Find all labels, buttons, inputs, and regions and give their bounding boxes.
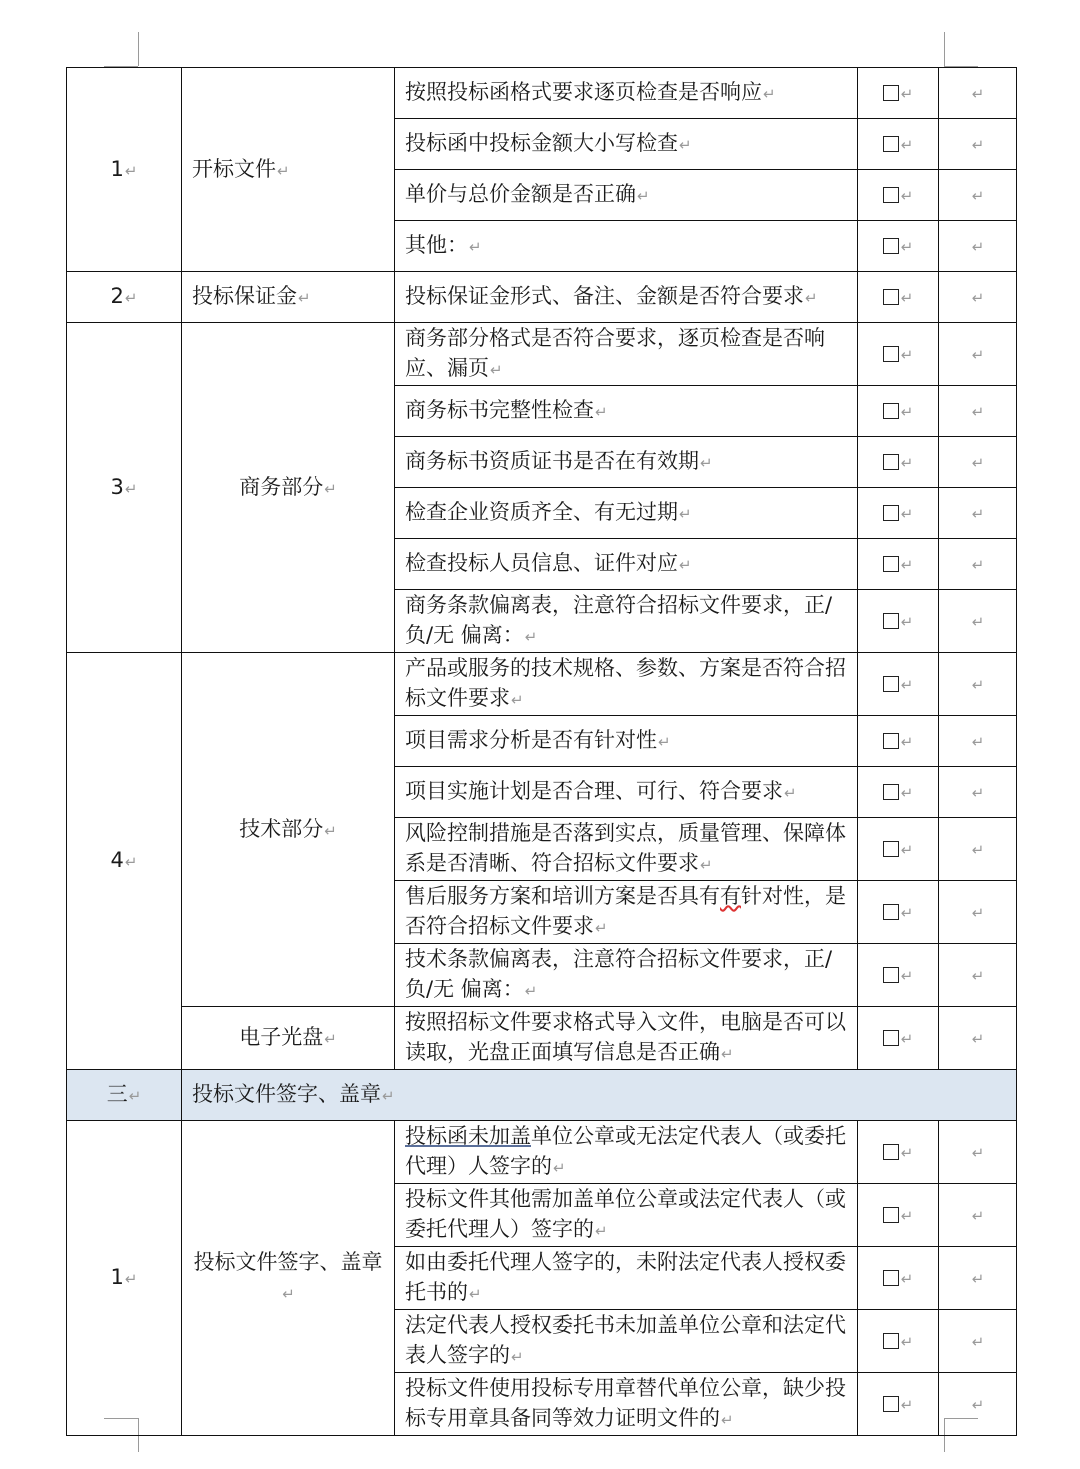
checkbox[interactable]: [883, 454, 899, 470]
paragraph-mark: ↵: [971, 676, 985, 694]
paragraph-mark: ↵: [721, 1411, 734, 1429]
paragraph-mark: ↵: [700, 856, 713, 874]
paragraph-mark: ↵: [971, 613, 985, 631]
checkbox-cell: [858, 488, 939, 539]
checkbox[interactable]: [883, 904, 899, 920]
row-number-label: 2: [110, 284, 124, 308]
check-item-label: 如由委托代理人签字的，未附法定代表人授权委托书的: [405, 1250, 846, 1304]
bid-checklist-table: [66, 67, 1017, 1436]
check-item-label: 投标函未加盖单位公章或无法定代表人（或委托代理）人签字的: [405, 1124, 846, 1178]
paragraph-mark: ↵: [511, 1348, 524, 1366]
paragraph-mark: ↵: [784, 784, 797, 802]
paragraph-mark: ↵: [595, 919, 608, 937]
check-item-text: [395, 119, 858, 170]
check-item-text: [395, 1121, 858, 1184]
paragraph-mark: ↵: [971, 136, 985, 154]
check-item-label: 商务条款偏离表，注意符合招标文件要求，正/负/无 偏离：: [405, 593, 833, 647]
section-title: [182, 1070, 1017, 1121]
paragraph-mark: ↵: [900, 505, 914, 523]
check-item-label: 其他：: [405, 233, 468, 257]
paragraph-mark: ↵: [469, 238, 482, 256]
checkbox[interactable]: [883, 238, 899, 254]
table-row: [67, 1121, 1017, 1184]
remark-cell[interactable]: [939, 539, 1017, 590]
paragraph-mark: ↵: [971, 841, 985, 859]
paragraph-mark: ↵: [900, 904, 914, 922]
category-label: 电子光盘: [239, 1025, 324, 1049]
checkbox-cell: [858, 944, 939, 1007]
section-number-label: 三: [106, 1082, 128, 1106]
category-label: 投标文件签字、盖章: [193, 1250, 383, 1274]
paragraph-mark: ↵: [658, 733, 671, 751]
checkbox-cell: [858, 1373, 939, 1436]
check-item-label: 检查投标人员信息、证件对应: [405, 551, 678, 575]
paragraph-mark: ↵: [900, 403, 914, 421]
row-number-label: 1: [110, 1265, 124, 1289]
remark-cell[interactable]: [939, 881, 1017, 944]
remark-cell[interactable]: [939, 221, 1017, 272]
paragraph-mark: ↵: [700, 454, 713, 472]
check-item-text: [395, 767, 858, 818]
check-item-label: 法定代表人授权委托书未加盖单位公章和法定代表人签字的: [405, 1313, 846, 1367]
paragraph-mark: ↵: [971, 85, 985, 103]
paragraph-mark: ↵: [971, 556, 985, 574]
paragraph-mark: ↵: [282, 1285, 295, 1303]
section-title-label: 投标文件签字、盖章: [192, 1082, 381, 1106]
check-item-text: [395, 1184, 858, 1247]
remark-cell[interactable]: [939, 818, 1017, 881]
paragraph-mark: ↵: [637, 187, 650, 205]
checkbox-cell: [858, 590, 939, 653]
table-row: [67, 272, 1017, 323]
check-item-label: 售后服务方案和培训方案是否具有有针对性，是否符合招标文件要求: [405, 884, 846, 938]
check-item-text: [395, 437, 858, 488]
check-item-label: 投标保证金形式、备注、金额是否符合要求: [405, 284, 804, 308]
checkbox[interactable]: [883, 187, 899, 203]
category-label: 商务部分: [239, 474, 324, 499]
remark-cell[interactable]: [939, 1007, 1017, 1070]
checkbox[interactable]: [883, 1030, 899, 1046]
checkbox-cell: [858, 386, 939, 437]
check-item-label: 投标文件其他需加盖单位公章或法定代表人（或委托代理人）签字的: [405, 1187, 846, 1241]
paragraph-mark: ↵: [382, 1087, 395, 1105]
remark-cell[interactable]: [939, 437, 1017, 488]
paragraph-mark: ↵: [971, 904, 985, 922]
checkbox-cell: [858, 1247, 939, 1310]
remark-cell[interactable]: [939, 386, 1017, 437]
category-label: 开标文件: [192, 156, 276, 181]
check-item-text: [395, 386, 858, 437]
check-item-text: [395, 590, 858, 653]
remark-cell[interactable]: [939, 944, 1017, 1007]
check-item-text: [395, 881, 858, 944]
paragraph-mark: ↵: [124, 161, 138, 180]
check-item-label: 产品或服务的技术规格、参数、方案是否符合招标文件要求: [405, 656, 846, 710]
category-label: 技术部分: [239, 816, 324, 841]
paragraph-mark: ↵: [900, 967, 914, 985]
check-item-label: 商务部分格式是否符合要求，逐页检查是否响应、漏页: [405, 326, 825, 380]
checklist-body: [67, 68, 1017, 1436]
paragraph-mark: ↵: [524, 982, 538, 1000]
check-item-text: [395, 221, 858, 272]
check-item-text: [395, 1007, 858, 1070]
row-number: [67, 272, 182, 323]
paragraph-mark: ↵: [900, 85, 914, 103]
paragraph-mark: ↵: [971, 187, 985, 205]
section-number: [67, 1070, 182, 1121]
remark-cell[interactable]: [939, 716, 1017, 767]
paragraph-mark: ↵: [971, 238, 985, 256]
check-item-text: [395, 1247, 858, 1310]
paragraph-mark: ↵: [971, 505, 985, 523]
checkbox-cell: [858, 716, 939, 767]
category: [182, 653, 395, 1007]
paragraph-mark: ↵: [900, 346, 914, 364]
check-item-label: 风险控制措施是否落到实点，质量管理、保障体系是否清晰、符合招标文件要求: [405, 821, 846, 875]
checkbox-cell: [858, 68, 939, 119]
paragraph-mark: ↵: [971, 967, 985, 985]
check-item-text: [395, 653, 858, 716]
remark-cell[interactable]: [939, 767, 1017, 818]
paragraph-mark: ↵: [900, 613, 914, 631]
remark-cell[interactable]: [939, 170, 1017, 221]
remark-cell[interactable]: [939, 488, 1017, 539]
paragraph-mark: ↵: [900, 289, 914, 307]
spellcheck-flagged-text: 有: [720, 884, 741, 908]
checkbox-cell: [858, 221, 939, 272]
table-row: [67, 68, 1017, 119]
check-item-text: [395, 1310, 858, 1373]
paragraph-mark: ↵: [900, 1144, 914, 1162]
paragraph-mark: ↵: [490, 361, 503, 379]
paragraph-mark: ↵: [971, 454, 985, 472]
paragraph-mark: ↵: [595, 403, 608, 421]
check-item-label: 投标函中投标金额大小写检查: [405, 131, 678, 155]
paragraph-mark: ↵: [763, 85, 776, 103]
row-number-label: 3: [110, 474, 124, 499]
check-item-text: [395, 272, 858, 323]
paragraph-mark: ↵: [524, 628, 538, 646]
paragraph-mark: ↵: [971, 1396, 985, 1414]
check-item-label: 按照投标函格式要求逐页检查是否响应: [405, 80, 762, 104]
checkbox-cell: [858, 170, 939, 221]
checkbox[interactable]: [883, 556, 899, 572]
crop-mark-top-left: [138, 32, 139, 66]
checkbox[interactable]: [883, 505, 899, 521]
check-item-label: 项目实施计划是否合理、可行、符合要求: [405, 779, 783, 803]
check-item-text: [395, 539, 858, 590]
checkbox-cell: [858, 539, 939, 590]
check-item-text: [395, 716, 858, 767]
check-item-label: 商务标书完整性检查: [405, 398, 594, 422]
paragraph-mark: ↵: [971, 1144, 985, 1162]
remark-cell[interactable]: [939, 323, 1017, 386]
checkbox-cell: [858, 767, 939, 818]
remark-cell[interactable]: [939, 1247, 1017, 1310]
paragraph-mark: ↵: [971, 1270, 985, 1288]
row-number-label: 4: [110, 848, 124, 872]
paragraph-mark: ↵: [900, 238, 914, 256]
category: [182, 323, 395, 653]
paragraph-mark: ↵: [595, 1222, 608, 1240]
check-item-label: 检查企业资质齐全、有无过期: [405, 500, 678, 524]
remark-cell[interactable]: [939, 119, 1017, 170]
checkbox[interactable]: [883, 403, 899, 419]
remark-cell[interactable]: [939, 68, 1017, 119]
check-item-text: [395, 170, 858, 221]
category: [182, 1007, 395, 1070]
checkbox-cell: [858, 1121, 939, 1184]
checkbox-cell: [858, 119, 939, 170]
paragraph-mark: ↵: [679, 556, 692, 574]
paragraph-mark: ↵: [971, 784, 985, 802]
category: [182, 272, 395, 323]
check-item-text: [395, 488, 858, 539]
row-number-label: 1: [110, 156, 124, 181]
checkbox-cell: [858, 653, 939, 716]
paragraph-mark: ↵: [900, 1396, 914, 1414]
paragraph-mark: ↵: [900, 556, 914, 574]
checkbox-cell: [858, 818, 939, 881]
category-label: 投标保证金: [192, 284, 297, 308]
check-item-label: 单价与总价金额是否正确: [405, 182, 636, 206]
paragraph-mark: ↵: [900, 1030, 914, 1048]
paragraph-mark: ↵: [324, 479, 337, 498]
category: [182, 68, 395, 272]
check-item-label: 项目需求分析是否有针对性: [405, 728, 657, 752]
paragraph-mark: ↵: [971, 346, 985, 364]
checkbox[interactable]: [883, 289, 899, 305]
checkbox-cell: [858, 1184, 939, 1247]
remark-cell[interactable]: [939, 1310, 1017, 1373]
check-item-text: [395, 944, 858, 1007]
checkbox[interactable]: [883, 613, 899, 629]
table-row: [67, 323, 1017, 386]
crop-mark-top-right: [944, 32, 945, 66]
paragraph-mark: ↵: [124, 479, 138, 498]
paragraph-mark: ↵: [900, 733, 914, 751]
remark-cell[interactable]: [939, 1373, 1017, 1436]
checkbox[interactable]: [883, 841, 899, 857]
check-item-text: [395, 818, 858, 881]
checkbox[interactable]: [883, 1144, 899, 1160]
paragraph-mark: ↵: [971, 1207, 985, 1225]
check-item-label: 投标文件使用投标专用章替代单位公章，缺少投标专用章具备同等效力证明文件的: [405, 1376, 846, 1430]
checkbox[interactable]: [883, 733, 899, 749]
checkbox-cell: [858, 881, 939, 944]
checkbox[interactable]: [883, 676, 899, 692]
checkbox-cell: [858, 437, 939, 488]
paragraph-mark: ↵: [511, 691, 524, 709]
checkbox-cell: [858, 323, 939, 386]
paragraph-mark: ↵: [124, 1270, 138, 1288]
checkbox-cell: [858, 272, 939, 323]
paragraph-mark: ↵: [900, 676, 914, 694]
checkbox[interactable]: [883, 85, 899, 101]
table-row: [67, 653, 1017, 716]
remark-cell[interactable]: [939, 1184, 1017, 1247]
row-number: [67, 653, 182, 1070]
paragraph-mark: ↵: [124, 853, 138, 871]
checkbox[interactable]: [883, 346, 899, 362]
row-number: [67, 323, 182, 653]
paragraph-mark: ↵: [679, 136, 692, 154]
paragraph-mark: ↵: [971, 403, 985, 421]
checkbox-cell: [858, 1310, 939, 1373]
section-header-row: [67, 1070, 1017, 1121]
paragraph-mark: ↵: [679, 505, 692, 523]
check-item-label: 商务标书资质证书是否在有效期: [405, 449, 699, 473]
paragraph-mark: ↵: [900, 136, 914, 154]
paragraph-mark: ↵: [900, 784, 914, 802]
row-number: [67, 68, 182, 272]
checkbox[interactable]: [883, 1396, 899, 1412]
check-item-label: 技术条款偏离表，注意符合招标文件要求，正/负/无 偏离：: [405, 947, 833, 1001]
paragraph-mark: ↵: [900, 841, 914, 859]
table-row: [67, 1007, 1017, 1070]
checkbox[interactable]: [883, 1207, 899, 1223]
checkbox-cell: [858, 1007, 939, 1070]
underlined-text: 投标函未加盖: [405, 1124, 531, 1148]
paragraph-mark: ↵: [324, 821, 337, 840]
paragraph-mark: ↵: [553, 1159, 566, 1177]
paragraph-mark: ↵: [900, 187, 914, 205]
paragraph-mark: ↵: [128, 1087, 142, 1105]
checkbox[interactable]: [883, 1333, 899, 1349]
paragraph-mark: ↵: [900, 1207, 914, 1225]
check-item-text: [395, 1373, 858, 1436]
paragraph-mark: ↵: [805, 289, 818, 307]
row-number: [67, 1121, 182, 1436]
paragraph-mark: ↵: [971, 733, 985, 751]
checkbox[interactable]: [883, 1270, 899, 1286]
checkbox[interactable]: [883, 967, 899, 983]
remark-cell[interactable]: [939, 272, 1017, 323]
paragraph-mark: ↵: [900, 454, 914, 472]
check-item-label: 按照招标文件要求格式导入文件，电脑是否可以读取，光盘正面填写信息是否正确: [405, 1010, 846, 1064]
paragraph-mark: ↵: [900, 1333, 914, 1351]
checkbox[interactable]: [883, 136, 899, 152]
paragraph-mark: ↵: [469, 1285, 482, 1303]
paragraph-mark: ↵: [971, 1030, 985, 1048]
remark-cell[interactable]: [939, 1121, 1017, 1184]
paragraph-mark: ↵: [971, 1333, 985, 1351]
remark-cell[interactable]: [939, 653, 1017, 716]
checkbox[interactable]: [883, 784, 899, 800]
paragraph-mark: ↵: [971, 289, 985, 307]
category: [182, 1121, 395, 1436]
paragraph-mark: ↵: [277, 161, 290, 180]
paragraph-mark: ↵: [900, 1270, 914, 1288]
remark-cell[interactable]: [939, 590, 1017, 653]
check-item-text: [395, 323, 858, 386]
paragraph-mark: ↵: [324, 1030, 337, 1048]
paragraph-mark: ↵: [298, 289, 311, 307]
check-item-text: [395, 68, 858, 119]
paragraph-mark: ↵: [124, 289, 138, 307]
paragraph-mark: ↵: [721, 1045, 734, 1063]
